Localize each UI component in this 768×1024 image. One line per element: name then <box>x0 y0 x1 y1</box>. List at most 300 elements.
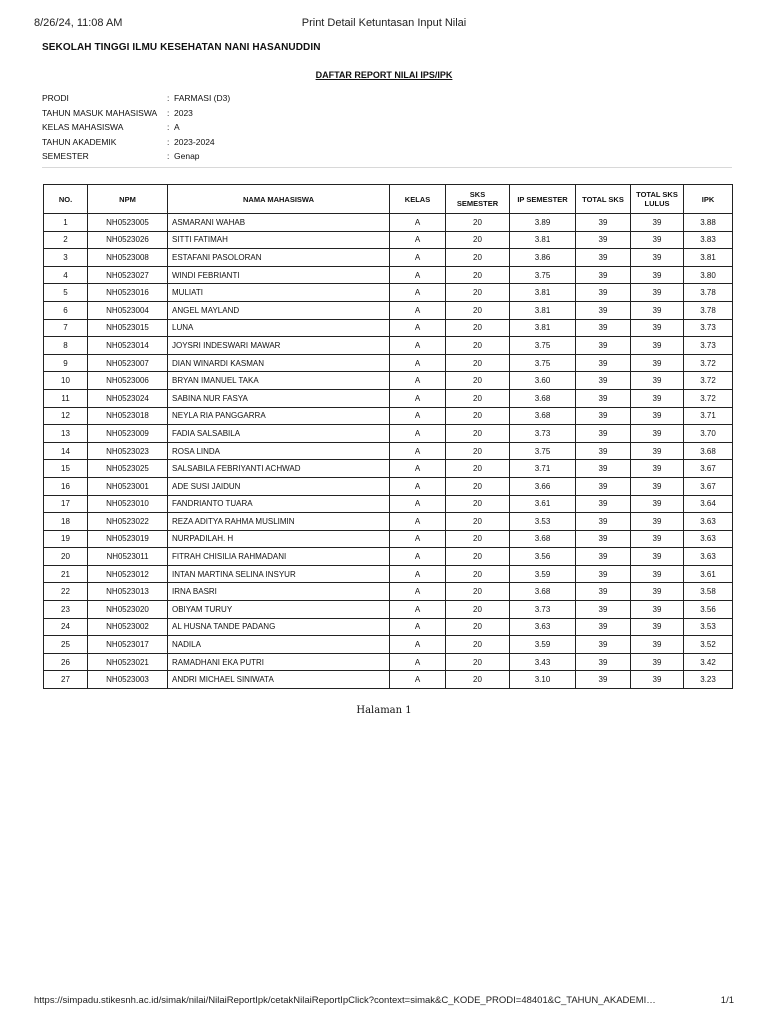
table-row <box>44 337 733 355</box>
cell-kelas: A <box>390 618 446 636</box>
cell-npm: NH0523027 <box>88 266 168 284</box>
cell-nama: MULIATI <box>168 284 390 302</box>
cell-npm: NH0523026 <box>88 231 168 249</box>
cell-kelas: A <box>390 425 446 443</box>
cell-nama: FADIA SALSABILA <box>168 425 390 443</box>
cell-sks-semester: 20 <box>446 442 510 460</box>
cell-ip-semester: 3.71 <box>510 460 576 478</box>
table-row <box>44 477 733 495</box>
cell-nama: FANDRIANTO TUARA <box>168 495 390 513</box>
cell-ipk: 3.63 <box>684 513 733 531</box>
cell-total-sks: 39 <box>576 565 631 583</box>
cell-kelas: A <box>390 231 446 249</box>
cell-sks-semester: 20 <box>446 301 510 319</box>
cell-nama: NURPADILAH. H <box>168 530 390 548</box>
table-row <box>44 513 733 531</box>
info-label: PRODI <box>42 93 69 103</box>
cell-sks-semester: 20 <box>446 653 510 671</box>
cell-sks-semester: 20 <box>446 636 510 654</box>
cell-npm: NH0523004 <box>88 301 168 319</box>
info-label: KELAS MAHASISWA <box>42 122 124 132</box>
cell-sks-semester: 20 <box>446 319 510 337</box>
cell-ip-semester: 3.68 <box>510 407 576 425</box>
col-header-total-sks-lulus: TOTAL SKS LULUS <box>631 185 684 214</box>
table-row <box>44 266 733 284</box>
cell-total-sks: 39 <box>576 618 631 636</box>
cell-kelas: A <box>390 301 446 319</box>
cell-ipk: 3.80 <box>684 266 733 284</box>
table-row <box>44 301 733 319</box>
cell-kelas: A <box>390 407 446 425</box>
cell-no: 5 <box>44 284 88 302</box>
cell-no: 6 <box>44 301 88 319</box>
table-row <box>44 583 733 601</box>
cell-npm: NH0523001 <box>88 477 168 495</box>
cell-kelas: A <box>390 583 446 601</box>
info-value: FARMASI (D3) <box>174 93 231 103</box>
school-name: SEKOLAH TINGGI ILMU KESEHATAN NANI HASANUDDIN <box>42 42 321 53</box>
cell-total-sks: 39 <box>576 337 631 355</box>
cell-sks-semester: 20 <box>446 548 510 566</box>
cell-no: 14 <box>44 442 88 460</box>
cell-nama: ASMARANI WAHAB <box>168 214 390 232</box>
cell-total-sks: 39 <box>576 636 631 654</box>
student-info-block <box>42 91 732 168</box>
cell-ip-semester: 3.61 <box>510 495 576 513</box>
cell-npm: NH0523009 <box>88 425 168 443</box>
cell-nama: IRNA BASRI <box>168 583 390 601</box>
cell-kelas: A <box>390 653 446 671</box>
cell-nama: BRYAN IMANUEL TAKA <box>168 372 390 390</box>
cell-no: 17 <box>44 495 88 513</box>
cell-kelas: A <box>390 319 446 337</box>
cell-nama: AL HUSNA TANDE PADANG <box>168 618 390 636</box>
cell-ip-semester: 3.59 <box>510 636 576 654</box>
cell-total-sks: 39 <box>576 653 631 671</box>
col-header-ip-semester: IP SEMESTER <box>510 185 576 214</box>
cell-ip-semester: 3.68 <box>510 389 576 407</box>
cell-no: 1 <box>44 214 88 232</box>
cell-nama: RAMADHANI EKA PUTRI <box>168 653 390 671</box>
cell-sks-semester: 20 <box>446 425 510 443</box>
cell-kelas: A <box>390 337 446 355</box>
cell-no: 21 <box>44 565 88 583</box>
table-row <box>44 530 733 548</box>
cell-total-sks-lulus: 39 <box>631 319 684 337</box>
cell-npm: NH0523016 <box>88 284 168 302</box>
cell-ipk: 3.83 <box>684 231 733 249</box>
cell-ipk: 3.52 <box>684 636 733 654</box>
cell-ipk: 3.68 <box>684 442 733 460</box>
cell-total-sks-lulus: 39 <box>631 671 684 689</box>
cell-ipk: 3.72 <box>684 372 733 390</box>
cell-kelas: A <box>390 442 446 460</box>
cell-no: 23 <box>44 601 88 619</box>
cell-total-sks-lulus: 39 <box>631 477 684 495</box>
table-row <box>44 565 733 583</box>
cell-kelas: A <box>390 284 446 302</box>
cell-kelas: A <box>390 601 446 619</box>
cell-ip-semester: 3.81 <box>510 231 576 249</box>
cell-kelas: A <box>390 477 446 495</box>
col-header-npm: NPM <box>88 185 168 214</box>
cell-nama: INTAN MARTINA SELINA INSYUR <box>168 565 390 583</box>
cell-sks-semester: 20 <box>446 249 510 267</box>
table-row <box>44 671 733 689</box>
cell-ipk: 3.67 <box>684 460 733 478</box>
cell-nama: ANGEL MAYLAND <box>168 301 390 319</box>
info-label: TAHUN MASUK MAHASISWA <box>42 107 158 118</box>
cell-total-sks: 39 <box>576 249 631 267</box>
cell-nama: NEYLA RIA PANGGARRA <box>168 407 390 425</box>
cell-ipk: 3.70 <box>684 425 733 443</box>
cell-ipk: 3.81 <box>684 249 733 267</box>
cell-nama: SALSABILA FEBRIYANTI ACHWAD <box>168 460 390 478</box>
cell-total-sks-lulus: 39 <box>631 548 684 566</box>
print-footer <box>34 995 734 1009</box>
cell-kelas: A <box>390 513 446 531</box>
cell-total-sks: 39 <box>576 301 631 319</box>
cell-no: 7 <box>44 319 88 337</box>
cell-ipk: 3.56 <box>684 601 733 619</box>
cell-total-sks: 39 <box>576 319 631 337</box>
cell-kelas: A <box>390 249 446 267</box>
cell-total-sks: 39 <box>576 354 631 372</box>
print-header <box>34 17 734 31</box>
cell-npm: NH0523017 <box>88 636 168 654</box>
cell-npm: NH0523002 <box>88 618 168 636</box>
cell-total-sks-lulus: 39 <box>631 513 684 531</box>
info-label: SEMESTER <box>42 151 89 161</box>
cell-sks-semester: 20 <box>446 372 510 390</box>
cell-npm: NH0523012 <box>88 565 168 583</box>
cell-no: 15 <box>44 460 88 478</box>
cell-nama: REZA ADITYA RAHMA MUSLIMIN <box>168 513 390 531</box>
cell-ipk: 3.58 <box>684 583 733 601</box>
cell-ipk: 3.72 <box>684 354 733 372</box>
cell-total-sks: 39 <box>576 407 631 425</box>
page-count: 1/1 <box>720 995 734 1006</box>
cell-no: 16 <box>44 477 88 495</box>
cell-total-sks: 39 <box>576 231 631 249</box>
cell-ip-semester: 3.66 <box>510 477 576 495</box>
cell-total-sks: 39 <box>576 460 631 478</box>
cell-no: 27 <box>44 671 88 689</box>
cell-no: 18 <box>44 513 88 531</box>
cell-ip-semester: 3.63 <box>510 618 576 636</box>
cell-nama: LUNA <box>168 319 390 337</box>
table-row <box>44 460 733 478</box>
table-row <box>44 425 733 443</box>
cell-npm: NH0523018 <box>88 407 168 425</box>
cell-total-sks: 39 <box>576 671 631 689</box>
table-row <box>44 653 733 671</box>
cell-total-sks-lulus: 39 <box>631 231 684 249</box>
cell-total-sks: 39 <box>576 389 631 407</box>
cell-ip-semester: 3.75 <box>510 337 576 355</box>
cell-ipk: 3.73 <box>684 319 733 337</box>
table-body <box>44 214 733 689</box>
cell-total-sks-lulus: 39 <box>631 266 684 284</box>
cell-total-sks-lulus: 39 <box>631 636 684 654</box>
table-row <box>44 636 733 654</box>
info-value: A <box>174 122 180 132</box>
cell-ipk: 3.63 <box>684 548 733 566</box>
cell-npm: NH0523020 <box>88 601 168 619</box>
cell-npm: NH0523011 <box>88 548 168 566</box>
cell-total-sks-lulus: 39 <box>631 389 684 407</box>
cell-total-sks: 39 <box>576 214 631 232</box>
cell-sks-semester: 20 <box>446 284 510 302</box>
table-row <box>44 407 733 425</box>
cell-sks-semester: 20 <box>446 460 510 478</box>
cell-total-sks: 39 <box>576 601 631 619</box>
page-number: Halaman 1 <box>356 705 412 716</box>
cell-total-sks-lulus: 39 <box>631 337 684 355</box>
cell-sks-semester: 20 <box>446 601 510 619</box>
cell-npm: NH0523013 <box>88 583 168 601</box>
cell-ip-semester: 3.73 <box>510 425 576 443</box>
cell-no: 22 <box>44 583 88 601</box>
cell-nama: DIAN WINARDI KASMAN <box>168 354 390 372</box>
cell-no: 20 <box>44 548 88 566</box>
cell-ip-semester: 3.86 <box>510 249 576 267</box>
cell-total-sks: 39 <box>576 477 631 495</box>
cell-ip-semester: 3.75 <box>510 442 576 460</box>
cell-no: 4 <box>44 266 88 284</box>
cell-total-sks: 39 <box>576 548 631 566</box>
cell-nama: ANDRI MICHAEL SINIWATA <box>168 671 390 689</box>
cell-no: 12 <box>44 407 88 425</box>
cell-kelas: A <box>390 389 446 407</box>
cell-kelas: A <box>390 495 446 513</box>
cell-total-sks-lulus: 39 <box>631 407 684 425</box>
cell-nama: WINDI FEBRIANTI <box>168 266 390 284</box>
cell-npm: NH0523014 <box>88 337 168 355</box>
cell-ipk: 3.53 <box>684 618 733 636</box>
cell-kelas: A <box>390 548 446 566</box>
cell-npm: NH0523025 <box>88 460 168 478</box>
table-row <box>44 495 733 513</box>
info-value: 2023 <box>174 107 193 118</box>
cell-ip-semester: 3.89 <box>510 214 576 232</box>
cell-nama: ADE SUSI JAIDUN <box>168 477 390 495</box>
cell-sks-semester: 20 <box>446 354 510 372</box>
cell-no: 9 <box>44 354 88 372</box>
cell-sks-semester: 20 <box>446 618 510 636</box>
info-row-kelas: KELAS MAHASISWA : A <box>42 122 180 132</box>
cell-kelas: A <box>390 460 446 478</box>
cell-kelas: A <box>390 214 446 232</box>
cell-sks-semester: 20 <box>446 231 510 249</box>
cell-ip-semester: 3.68 <box>510 583 576 601</box>
cell-sks-semester: 20 <box>446 389 510 407</box>
cell-total-sks: 39 <box>576 372 631 390</box>
cell-npm: NH0523003 <box>88 671 168 689</box>
cell-ip-semester: 3.75 <box>510 266 576 284</box>
cell-total-sks: 39 <box>576 284 631 302</box>
cell-ip-semester: 3.68 <box>510 530 576 548</box>
cell-total-sks: 39 <box>576 513 631 531</box>
cell-sks-semester: 20 <box>446 337 510 355</box>
cell-nama: ESTAFANI PASOLORAN <box>168 249 390 267</box>
info-value: Genap <box>174 151 200 161</box>
cell-ip-semester: 3.59 <box>510 565 576 583</box>
cell-ipk: 3.67 <box>684 477 733 495</box>
cell-ip-semester: 3.60 <box>510 372 576 390</box>
cell-no: 13 <box>44 425 88 443</box>
cell-npm: NH0523021 <box>88 653 168 671</box>
info-row-tahun-akademik: TAHUN AKADEMIK : 2023-2024 <box>42 136 215 147</box>
cell-ip-semester: 3.75 <box>510 354 576 372</box>
cell-sks-semester: 20 <box>446 530 510 548</box>
cell-ip-semester: 3.53 <box>510 513 576 531</box>
table-row <box>44 354 733 372</box>
page-url: https://simpadu.stikesnh.ac.id/simak/nilai/NilaiReportIpk/cetakNilaiReportIpClick?context=simak&C_KODE_PRODI=48401&C_TAHUN_AKADEMI… <box>34 995 656 1006</box>
cell-no: 26 <box>44 653 88 671</box>
cell-total-sks: 39 <box>576 266 631 284</box>
cell-sks-semester: 20 <box>446 495 510 513</box>
cell-total-sks-lulus: 39 <box>631 301 684 319</box>
info-row-tahun-masuk: TAHUN MASUK MAHASISWA : 2023 <box>42 107 193 118</box>
cell-total-sks: 39 <box>576 442 631 460</box>
table-row <box>44 442 733 460</box>
cell-total-sks-lulus: 39 <box>631 372 684 390</box>
cell-total-sks-lulus: 39 <box>631 583 684 601</box>
table-row <box>44 389 733 407</box>
cell-nama: NADILA <box>168 636 390 654</box>
col-header-nama: NAMA MAHASISWA <box>168 185 390 214</box>
cell-nama: OBIYAM TURUY <box>168 601 390 619</box>
cell-nama: ROSA LINDA <box>168 442 390 460</box>
cell-nama: JOYSRI INDESWARI MAWAR <box>168 337 390 355</box>
cell-ipk: 3.72 <box>684 389 733 407</box>
cell-kelas: A <box>390 530 446 548</box>
cell-total-sks-lulus: 39 <box>631 249 684 267</box>
cell-sks-semester: 20 <box>446 513 510 531</box>
cell-total-sks: 39 <box>576 495 631 513</box>
cell-npm: NH0523005 <box>88 214 168 232</box>
cell-npm: NH0523006 <box>88 372 168 390</box>
cell-total-sks-lulus: 39 <box>631 495 684 513</box>
cell-sks-semester: 20 <box>446 583 510 601</box>
cell-nama: FITRAH CHISILIA RAHMADANI <box>168 548 390 566</box>
cell-no: 24 <box>44 618 88 636</box>
cell-npm: NH0523007 <box>88 354 168 372</box>
cell-ipk: 3.23 <box>684 671 733 689</box>
print-datetime: 8/26/24, 11:08 AM <box>34 17 123 29</box>
cell-total-sks-lulus: 39 <box>631 530 684 548</box>
report-title: DAFTAR REPORT NILAI IPS/IPK <box>315 70 453 80</box>
cell-ipk: 3.42 <box>684 653 733 671</box>
cell-sks-semester: 20 <box>446 214 510 232</box>
cell-no: 3 <box>44 249 88 267</box>
cell-no: 2 <box>44 231 88 249</box>
col-header-ipk: IPK <box>684 185 733 214</box>
cell-ipk: 3.78 <box>684 284 733 302</box>
info-row-semester: SEMESTER : Genap <box>42 151 200 161</box>
cell-total-sks: 39 <box>576 530 631 548</box>
cell-no: 8 <box>44 337 88 355</box>
cell-npm: NH0523023 <box>88 442 168 460</box>
cell-ipk: 3.78 <box>684 301 733 319</box>
cell-no: 10 <box>44 372 88 390</box>
table-row <box>44 372 733 390</box>
cell-total-sks-lulus: 39 <box>631 442 684 460</box>
cell-kelas: A <box>390 354 446 372</box>
cell-ip-semester: 3.81 <box>510 319 576 337</box>
cell-ipk: 3.61 <box>684 565 733 583</box>
cell-ip-semester: 3.81 <box>510 301 576 319</box>
col-header-kelas: KELAS <box>390 185 446 214</box>
cell-ipk: 3.73 <box>684 337 733 355</box>
table-row <box>44 214 733 232</box>
cell-kelas: A <box>390 636 446 654</box>
table-row <box>44 548 733 566</box>
cell-ipk: 3.71 <box>684 407 733 425</box>
info-row-prodi: PRODI : FARMASI (D3) <box>42 93 231 103</box>
cell-total-sks-lulus: 39 <box>631 565 684 583</box>
table-row <box>44 319 733 337</box>
cell-ipk: 3.63 <box>684 530 733 548</box>
cell-kelas: A <box>390 266 446 284</box>
col-header-sks-semester: SKS SEMESTER <box>446 185 510 214</box>
cell-ip-semester: 3.81 <box>510 284 576 302</box>
table-row <box>44 231 733 249</box>
col-header-no: NO. <box>44 185 88 214</box>
col-header-total-sks: TOTAL SKS <box>576 185 631 214</box>
table-row <box>44 601 733 619</box>
table-row <box>44 618 733 636</box>
cell-npm: NH0523015 <box>88 319 168 337</box>
cell-sks-semester: 20 <box>446 565 510 583</box>
cell-no: 11 <box>44 389 88 407</box>
cell-ipk: 3.88 <box>684 214 733 232</box>
cell-ip-semester: 3.43 <box>510 653 576 671</box>
cell-nama: SITTI FATIMAH <box>168 231 390 249</box>
cell-total-sks-lulus: 39 <box>631 284 684 302</box>
print-page-title: Print Detail Ketuntasan Input Nilai <box>301 17 467 29</box>
cell-nama: SABINA NUR FASYA <box>168 389 390 407</box>
cell-total-sks-lulus: 39 <box>631 214 684 232</box>
cell-ip-semester: 3.56 <box>510 548 576 566</box>
cell-npm: NH0523024 <box>88 389 168 407</box>
cell-kelas: A <box>390 671 446 689</box>
cell-sks-semester: 20 <box>446 407 510 425</box>
cell-total-sks: 39 <box>576 583 631 601</box>
cell-kelas: A <box>390 372 446 390</box>
cell-ip-semester: 3.10 <box>510 671 576 689</box>
cell-total-sks-lulus: 39 <box>631 460 684 478</box>
table-row <box>44 249 733 267</box>
cell-npm: NH0523010 <box>88 495 168 513</box>
table-header-row <box>44 185 733 214</box>
table-row <box>44 284 733 302</box>
cell-ip-semester: 3.73 <box>510 601 576 619</box>
cell-total-sks-lulus: 39 <box>631 618 684 636</box>
cell-sks-semester: 20 <box>446 477 510 495</box>
cell-total-sks-lulus: 39 <box>631 425 684 443</box>
cell-npm: NH0523008 <box>88 249 168 267</box>
info-label: TAHUN AKADEMIK <box>42 136 117 147</box>
cell-npm: NH0523022 <box>88 513 168 531</box>
cell-ipk: 3.64 <box>684 495 733 513</box>
cell-total-sks: 39 <box>576 425 631 443</box>
grades-table <box>43 184 733 689</box>
cell-no: 25 <box>44 636 88 654</box>
cell-total-sks-lulus: 39 <box>631 354 684 372</box>
cell-total-sks-lulus: 39 <box>631 653 684 671</box>
